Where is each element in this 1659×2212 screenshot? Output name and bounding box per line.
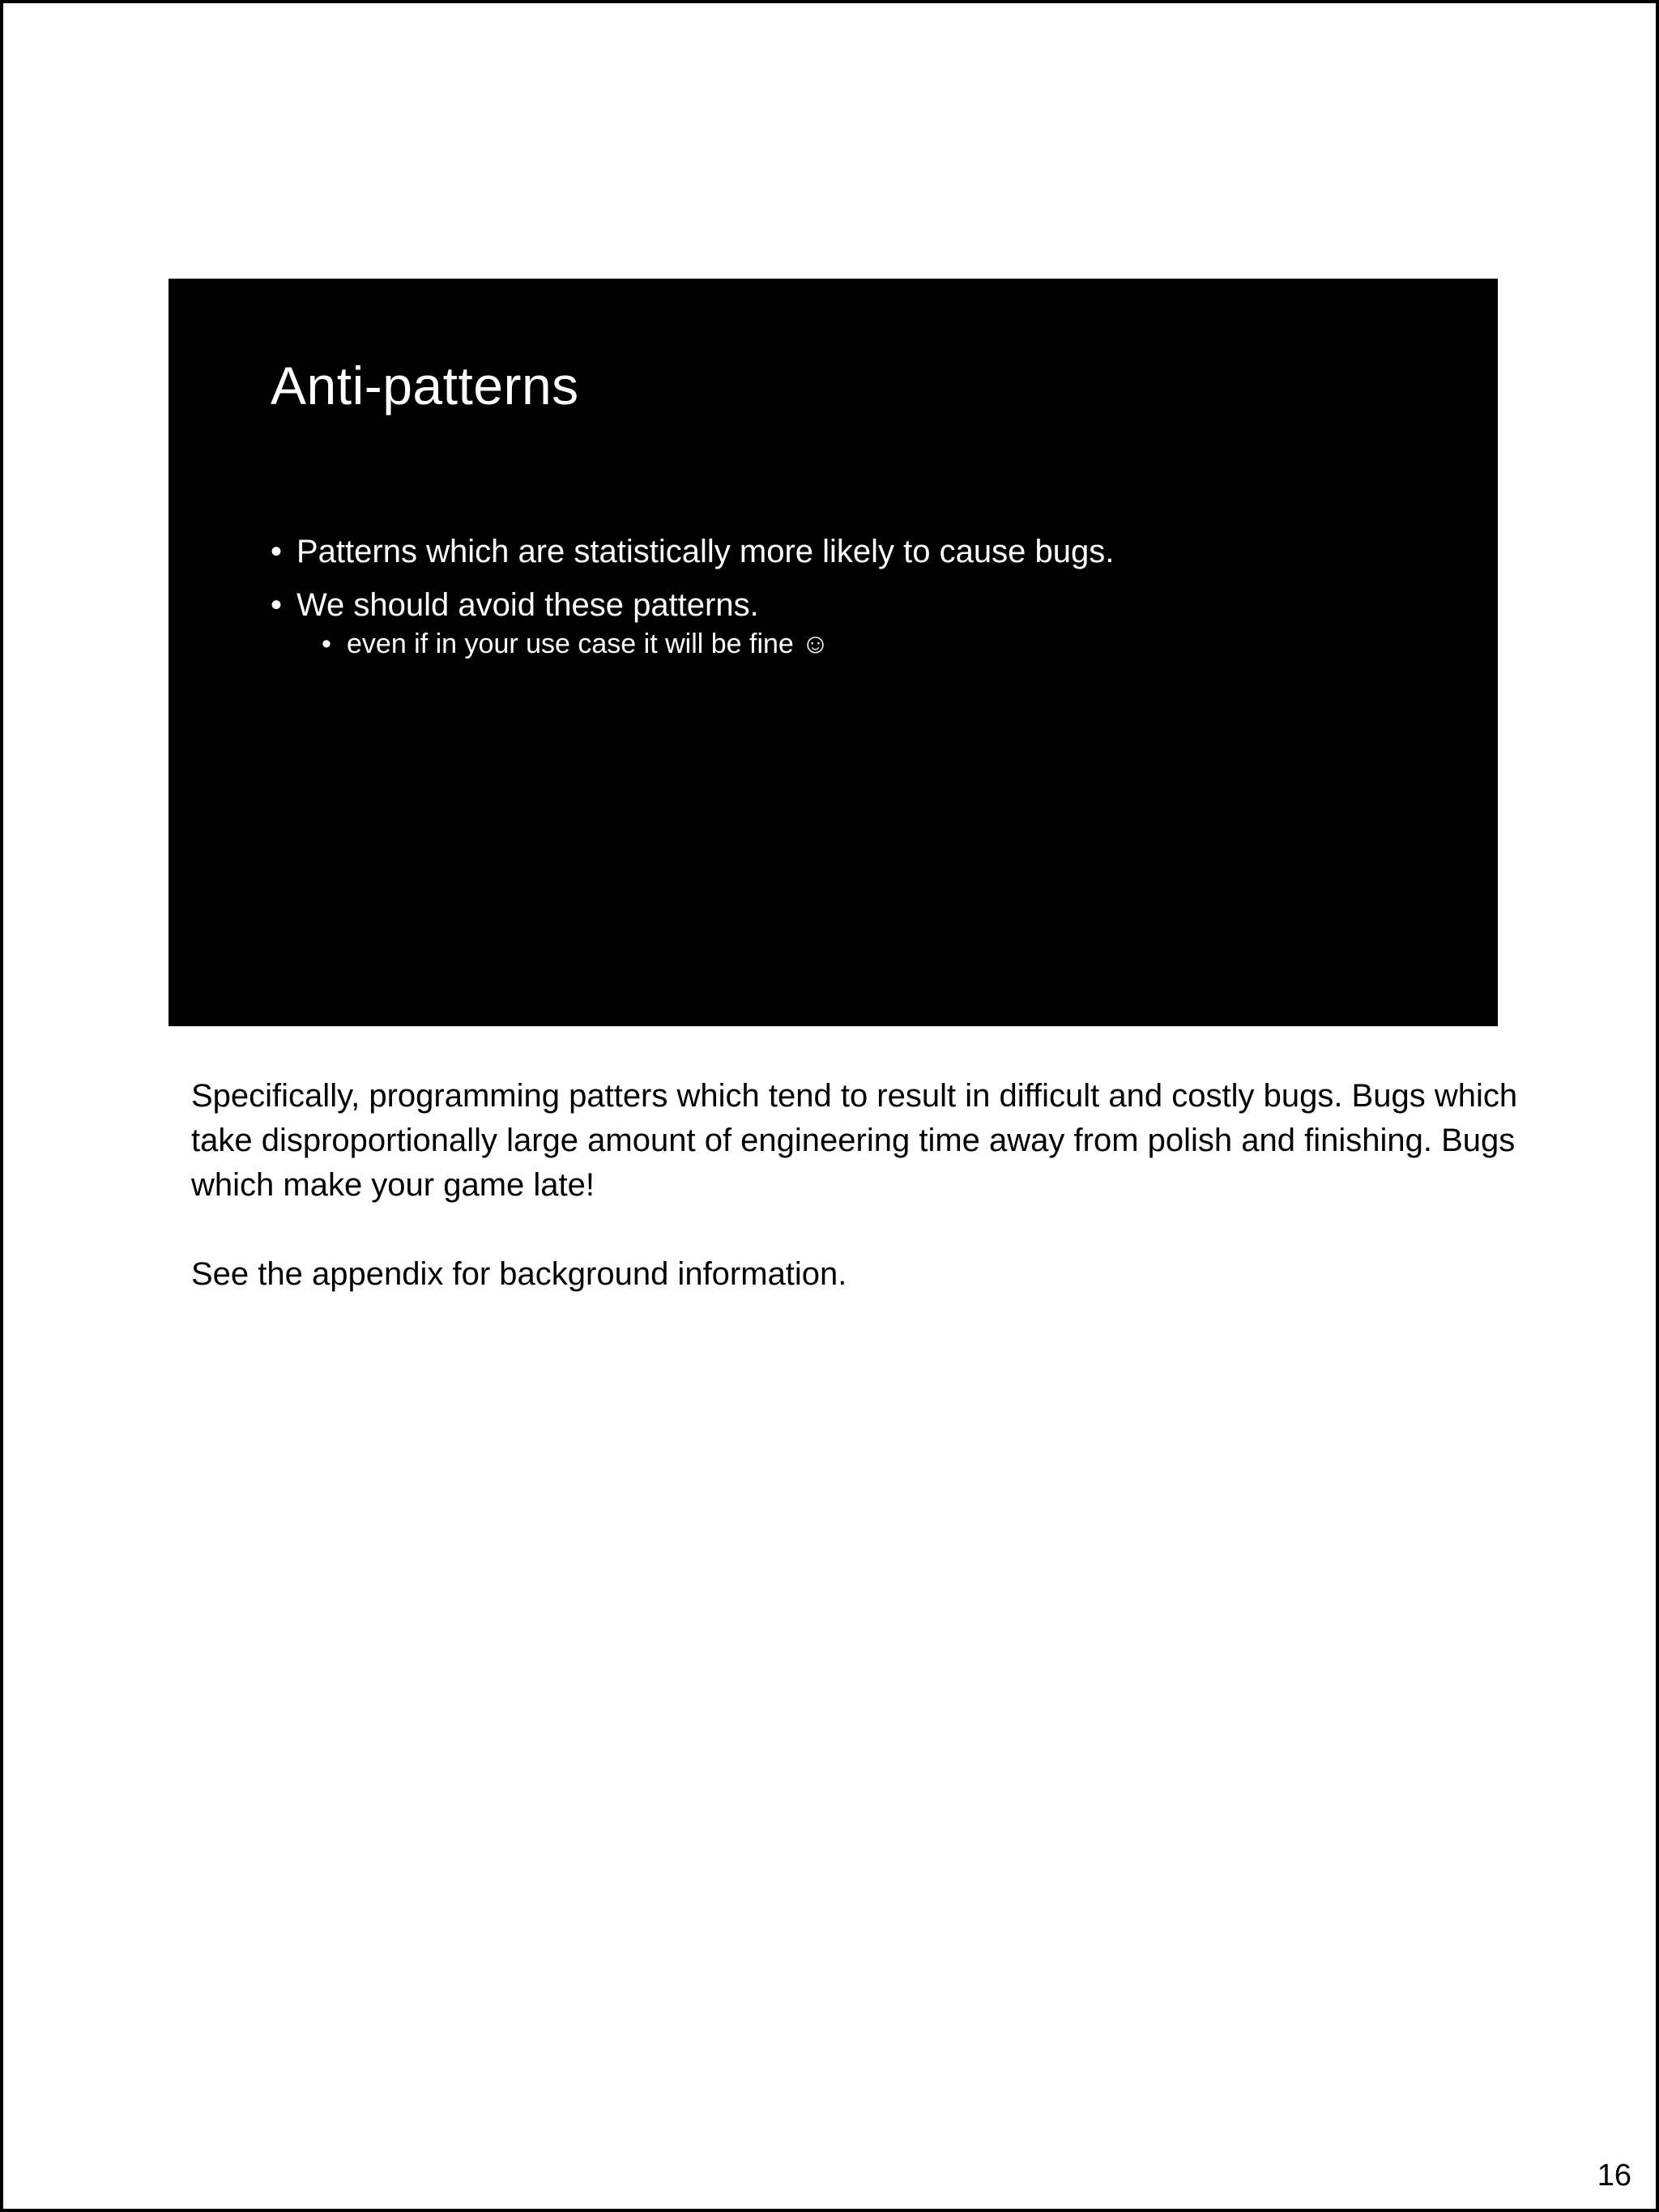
slide-sub-bullet-text: even if in your use case it will be fine ☺ xyxy=(347,629,830,659)
slide-bullet xyxy=(271,531,1405,572)
speaker-notes xyxy=(191,1074,1528,1297)
slide-bullet-list xyxy=(271,531,1405,675)
slide-bullet-text: Patterns which are statistically more likely to cause bugs. xyxy=(296,534,1115,569)
slide-sub-bullet xyxy=(322,627,1405,662)
notes-paragraph: See the appendix for background information. xyxy=(191,1256,847,1292)
page-number: 16 xyxy=(1597,2159,1631,2193)
slide-thumbnail xyxy=(168,279,1498,1026)
slide-sub-bullet-list xyxy=(322,627,1405,662)
slide-title: Anti-patterns xyxy=(271,356,579,416)
notes-paragraph: Specifically, programming patters which tend to result in difficult and costly bugs. Bugs which take disproportionally large amount of engineering time away from polish and finishing. Bugs which make your game late! xyxy=(191,1078,1518,1203)
slide-bullet xyxy=(271,585,1405,662)
slide-bullet-text: We should avoid these patterns. xyxy=(296,587,759,623)
